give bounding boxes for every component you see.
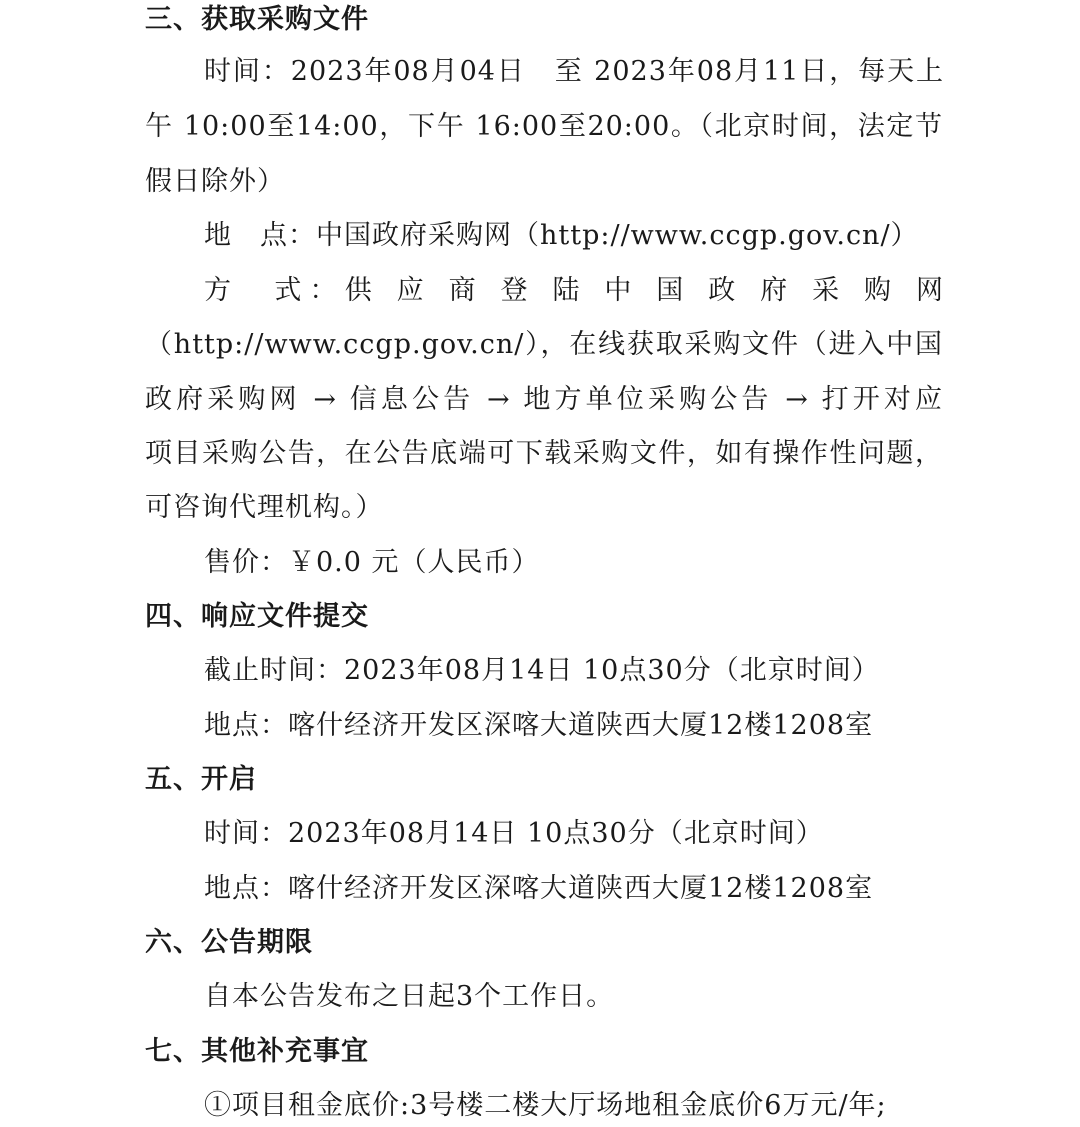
section-heading-acquire-documents: 三、获取采购文件 <box>145 4 369 35</box>
section-heading-opening: 五、开启 <box>145 764 257 795</box>
submission-deadline: 截止时间：2023年08月14日 10点30分（北京时间） <box>204 655 880 686</box>
other-matters-item-1: ①项目租金底价:3号楼二楼大厅场地租金底价6万元/年; <box>204 1090 887 1121</box>
section-heading-other-matters: 七、其他补充事宜 <box>145 1036 369 1067</box>
announcement-period-text: 自本公告发布之日起3个工作日。 <box>204 981 615 1012</box>
acquire-method-line-3: 政府采购网 → 信息公告 → 地方单位采购公告 → 打开对应 <box>145 384 943 415</box>
acquire-place: 地 点：中国政府采购网（http://www.ccgp.gov.cn/） <box>204 220 919 251</box>
section-heading-announcement-period: 六、公告期限 <box>145 927 313 958</box>
opening-place: 地点：喀什经济开发区深喀大道陕西大厦12楼1208室 <box>204 873 874 904</box>
acquire-method-line-5: 可咨询代理机构。） <box>145 492 384 523</box>
acquire-time-line-3: 假日除外） <box>145 166 285 197</box>
acquire-time-line-1: 时间：2023年08月04日 至 2023年08月11日，每天上 <box>204 56 944 87</box>
section-heading-response-submission: 四、响应文件提交 <box>145 601 369 632</box>
submission-place: 地点：喀什经济开发区深喀大道陕西大厦12楼1208室 <box>204 710 874 741</box>
opening-time: 时间：2023年08月14日 10点30分（北京时间） <box>204 818 824 849</box>
acquire-time-line-2: 午 10:00至14:00，下午 16:00至20:00。（北京时间，法定节 <box>145 111 943 142</box>
acquire-method-line-4: 项目采购公告，在公告底端可下载采购文件，如有操作性问题， <box>145 438 943 469</box>
document-price: 售价：￥0.0 元（人民币） <box>204 547 540 578</box>
acquire-method-line-2: （http://www.ccgp.gov.cn/），在线获取采购文件（进入中国 <box>145 329 943 360</box>
acquire-method-line-1: 方 式：供 应 商 登 陆 中 国 政 府 采 购 网 <box>204 275 944 306</box>
